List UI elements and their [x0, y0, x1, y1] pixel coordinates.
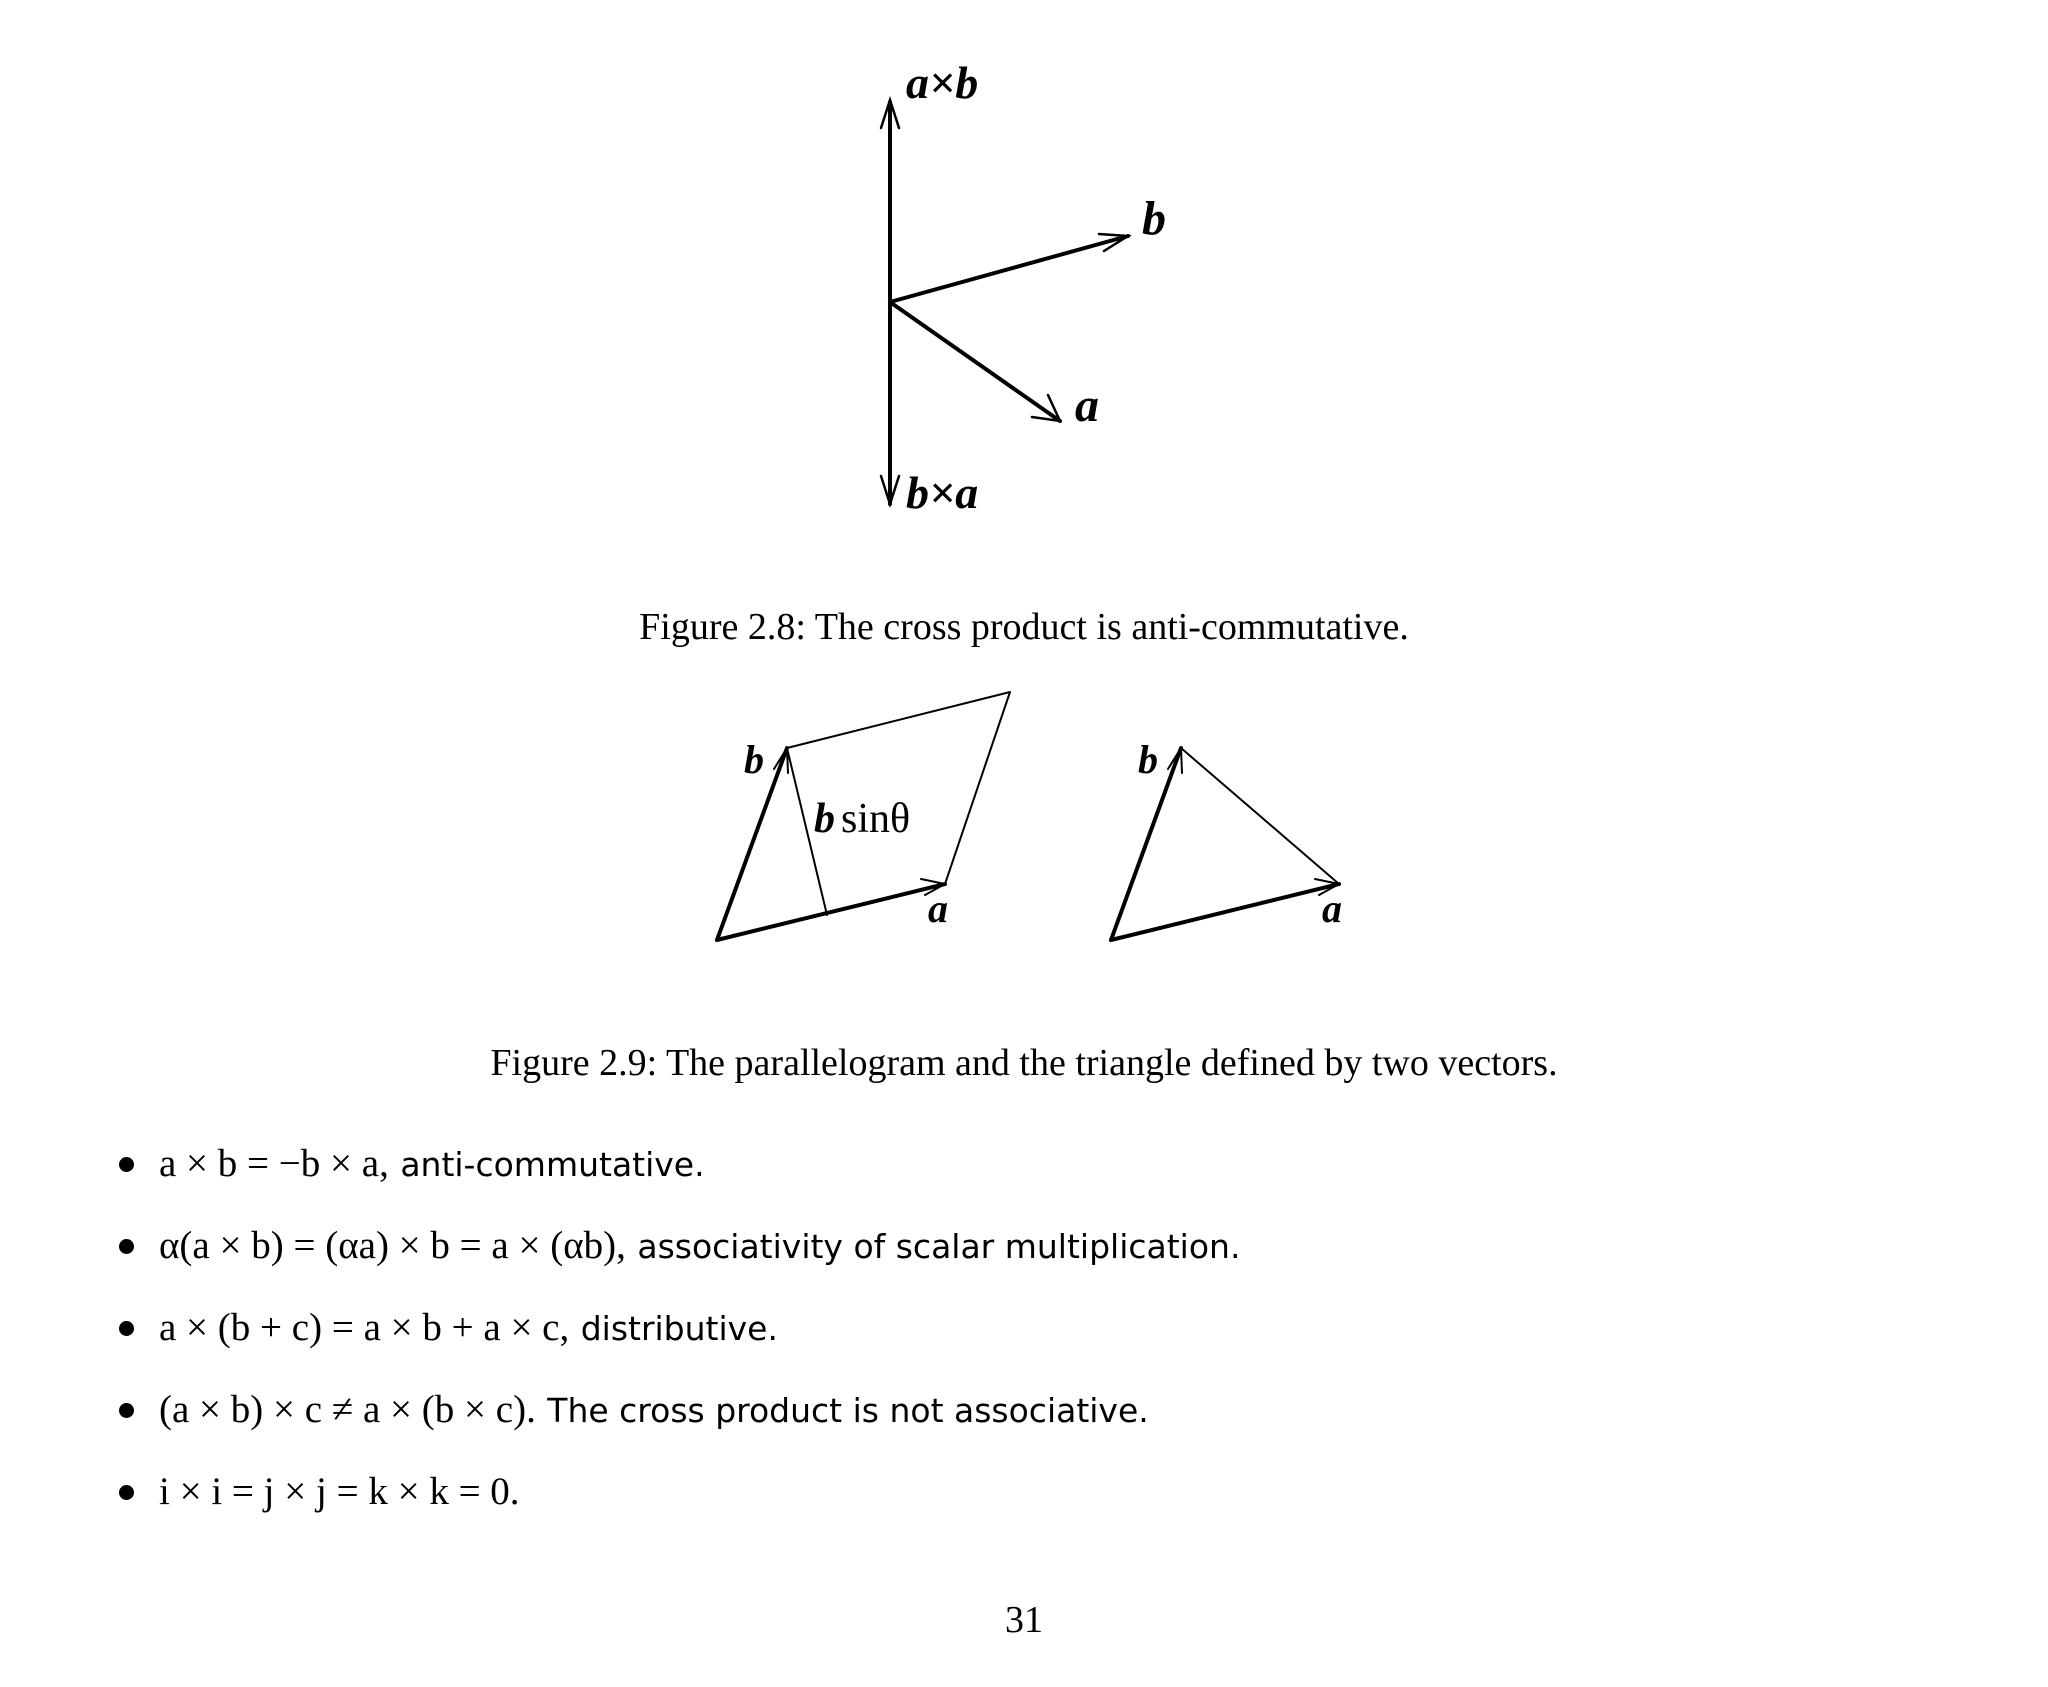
page-number: 31	[1005, 1599, 1043, 1641]
property-math: α(a × b) = (αa) × b = a × (αb),	[159, 1224, 626, 1267]
list-item	[117, 1142, 1240, 1224]
list-item	[117, 1470, 1240, 1552]
bullet-dot	[119, 1239, 134, 1254]
tri-third-side	[1181, 748, 1339, 884]
tri-a-vector	[1111, 884, 1339, 940]
property-text: associativity of scalar multiplication.	[637, 1227, 1241, 1266]
property-text: The cross product is not associative.	[547, 1391, 1149, 1430]
para-a-vector	[717, 884, 945, 940]
list-item	[117, 1224, 1240, 1306]
label-b-fig28: b	[1142, 192, 1166, 245]
property-math: a × (b + c) = a × b + a × c,	[159, 1306, 570, 1349]
label-a-fig28: a	[1075, 379, 1099, 432]
a-vector	[890, 302, 1060, 421]
list-item	[117, 1306, 1240, 1388]
bullet-dot	[119, 1403, 134, 1418]
property-math: i × i = j × j = k × k = 0.	[159, 1470, 520, 1513]
label-a-tri: a	[1322, 886, 1342, 931]
label-bsin-theta: b sinθ	[814, 796, 911, 842]
bullet-dot	[119, 1321, 134, 1336]
property-text: anti-commutative.	[400, 1145, 705, 1184]
label-axb: a×b	[906, 57, 979, 108]
b-vector	[890, 236, 1128, 302]
figure-2-8	[881, 100, 1128, 504]
property-text: distributive.	[580, 1309, 778, 1348]
label-a-para: a	[928, 886, 948, 931]
figure-2-9-caption: Figure 2.9: The parallelogram and the triangle defined by two vectors.	[490, 1042, 1558, 1084]
list-item	[117, 1388, 1240, 1470]
bullet-dot	[119, 1157, 134, 1172]
property-math: a × b = −b × a,	[159, 1142, 389, 1185]
para-opposite-sides	[787, 692, 1010, 884]
figure-2-8-caption: Figure 2.8: The cross product is anti-commutative.	[639, 606, 1409, 648]
properties-list	[117, 1142, 1240, 1552]
property-math: (a × b) × c ≠ a × (b × c).	[159, 1388, 536, 1431]
bullet-dot	[119, 1485, 134, 1500]
label-b-tri: b	[1138, 737, 1158, 782]
label-b-para: b	[744, 737, 764, 782]
label-bxa: b×a	[906, 467, 979, 518]
